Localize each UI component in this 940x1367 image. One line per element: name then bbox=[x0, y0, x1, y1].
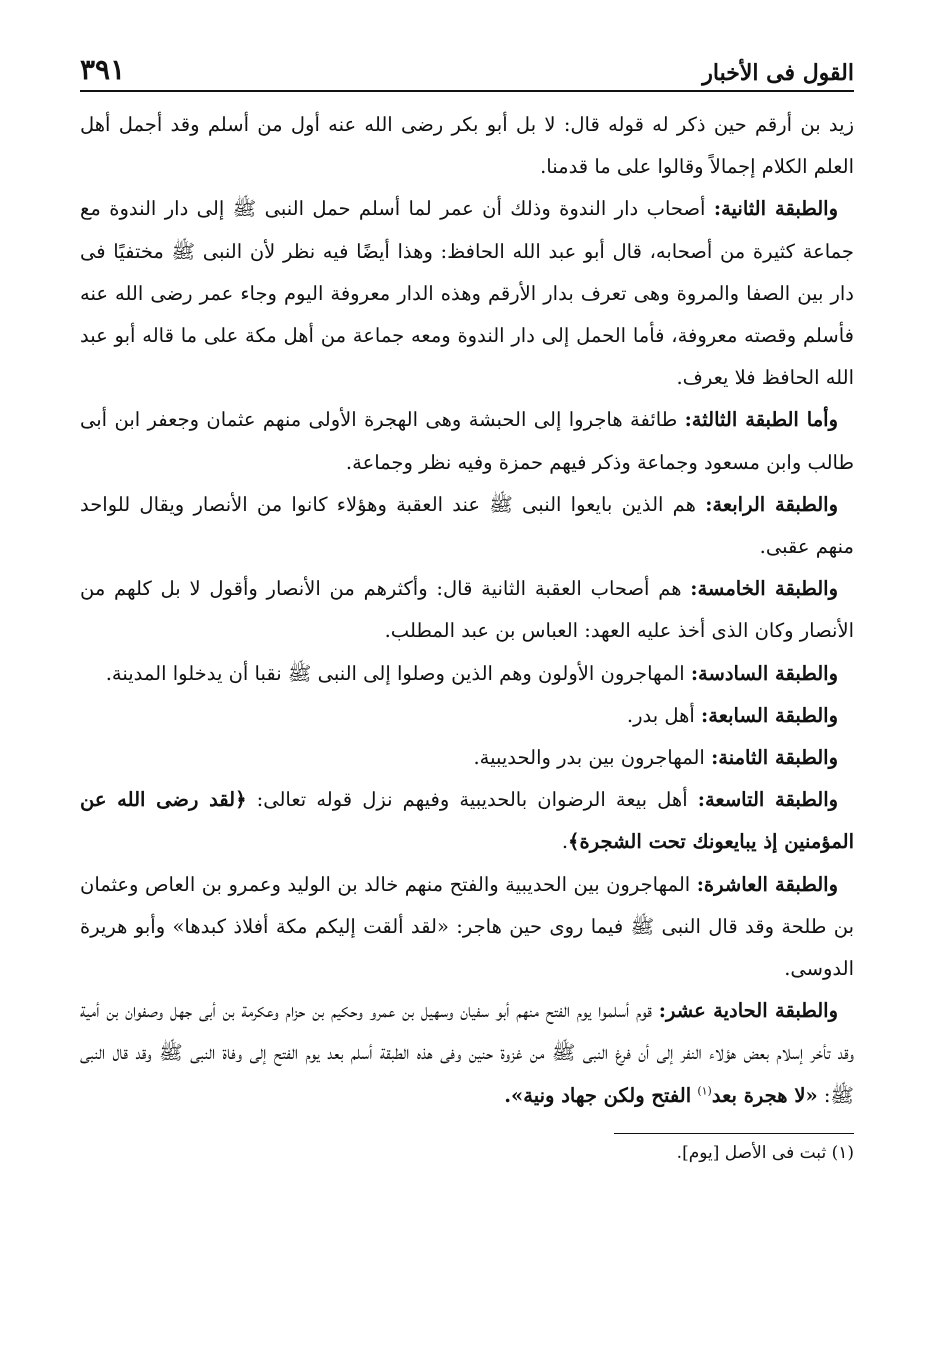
paragraph-text: المهاجرون بين الحديبية والفتح منهم خالد بن الوليد وعمرو بن العاص وعثمان بن طلحة وقد قال النبى ﷺ فيما روى حين هاجر: «لقد ألقت إليكم مكة أفلاذ كبدها» وأبو هريرة الدوسى. bbox=[80, 872, 854, 981]
main-text bbox=[80, 104, 854, 1117]
running-title: القول فى الأخبار bbox=[702, 60, 854, 86]
paragraph-label: والطبقة السابعة: bbox=[701, 703, 838, 727]
paragraph-text: أهل بدر. bbox=[626, 703, 695, 727]
paragraph-text: أهل بيعة الرضوان بالحديبية وفيهم نزل قوله تعالى: bbox=[256, 788, 688, 812]
footnote-divider bbox=[614, 1133, 854, 1134]
hadith-quote-end: الفتح ولكن جهاد ونية». bbox=[504, 1083, 692, 1107]
hadith-quote: «لا هجرة بعد bbox=[711, 1083, 818, 1107]
paragraph-label: والطبقة الثامنة: bbox=[711, 746, 838, 770]
paragraph-text: المهاجرون بين بدر والحديبية. bbox=[473, 746, 705, 770]
paragraph bbox=[80, 990, 854, 1117]
paragraph-label: والطبقة العاشرة: bbox=[696, 872, 838, 896]
paragraph bbox=[80, 484, 854, 568]
page-header bbox=[80, 48, 854, 92]
paragraph-text: طائفة هاجروا إلى الحبشة وهى الهجرة الأولى منهم عثمان وجعفر ابن أبى طالب وابن مسعود وجماعة وذكر فيهم حمزة وفيه نظر وجماعة. bbox=[80, 408, 854, 474]
paragraph-label: والطبقة الثانية: bbox=[713, 197, 838, 221]
paragraph-end: . bbox=[561, 830, 569, 854]
paragraph bbox=[80, 653, 854, 695]
paragraph-text: زيد بن أرقم حين ذكر له قوله قال: لا بل أبو بكر رضى الله عنه أول من أسلم وقد أجمل أهل العلم الكلام إجمالاً وقالوا على ما قدمنا. bbox=[80, 113, 854, 179]
paragraph-label: والطبقة السادسة: bbox=[690, 661, 838, 685]
paragraph bbox=[80, 188, 854, 399]
paragraph bbox=[80, 695, 854, 737]
paragraph-text: هم الذين بايعوا النبى ﷺ عند العقبة وهؤلاء كانوا من الأنصار ويقال للواحد منهم عقبى. bbox=[80, 492, 854, 559]
paragraph-text: قوم أسلموا يوم الفتح منهم أبو سفيان وسهيل بن عمرو وحكيم بن حزام وعكرمة بن أبى جهل وصفوان بن أمية وقد تأخر إسلام بعض هؤلاء النفر إلى أن فرغ النبى ﷺ من غزوة حنين وفى هذه الطبقة أسلم بعد يوم الفتح إلى وفاة النبى ﷺ وقد قال النبى ﷺ: bbox=[80, 999, 854, 1107]
paragraph bbox=[80, 779, 854, 863]
paragraph bbox=[80, 737, 854, 779]
paragraph bbox=[80, 104, 854, 188]
paragraph-label: والطبقة التاسعة: bbox=[697, 788, 839, 812]
paragraph bbox=[80, 399, 854, 483]
quran-verse: ﴿لقد رضى الله عن المؤمنين إذ يبايعونك تحت الشجرة﴾ bbox=[80, 788, 854, 854]
footnote: (١) ثبت فى الأصل [يوم]. bbox=[676, 1142, 854, 1163]
page-number: ٣٩١ bbox=[80, 53, 126, 86]
paragraph-label: والطبقة الحادية عشر: bbox=[658, 999, 839, 1023]
paragraph-label: والطبقة الخامسة: bbox=[690, 577, 838, 601]
paragraph bbox=[80, 568, 854, 652]
paragraph-text: المهاجرون الأولون وهم الذين وصلوا إلى النبى ﷺ نقبا أن يدخلوا المدينة. bbox=[105, 661, 685, 685]
paragraph-label: وأما الطبقة الثالثة: bbox=[684, 408, 838, 432]
paragraph-text: هم أصحاب العقبة الثانية قال: وأكثرهم من الأنصار وأقول لا بل كلهم من الأنصار وكان الذى أخذ عليه العهد: العباس بن عبد المطلب. bbox=[80, 577, 854, 643]
paragraph-label: والطبقة الرابعة: bbox=[705, 492, 839, 516]
paragraph-text: أصحاب دار الندوة وذلك أن عمر لما أسلم حمل النبى ﷺ إلى دار الندوة مع جماعة كثيرة من أصحابه، قال أبو عبد الله الحافظ: وهذا أيضًا فيه نظر لأن النبى ﷺ مختفيًا فى دار بين الصفا والمروة وهى تعرف بدار الأرقم وهذه الدار معروفة اليوم وجاء عمر رضى الله عنه فأسلم وقصته معروفة، فأما الحمل إلى دار الندوة ومعه جماعة من أهل مكة على ما قاله أبو عبد الله الحافظ فلا يعرف. bbox=[80, 197, 854, 390]
footnote-marker: (١) bbox=[697, 1084, 712, 1098]
page bbox=[80, 48, 854, 1168]
paragraph bbox=[80, 864, 854, 991]
